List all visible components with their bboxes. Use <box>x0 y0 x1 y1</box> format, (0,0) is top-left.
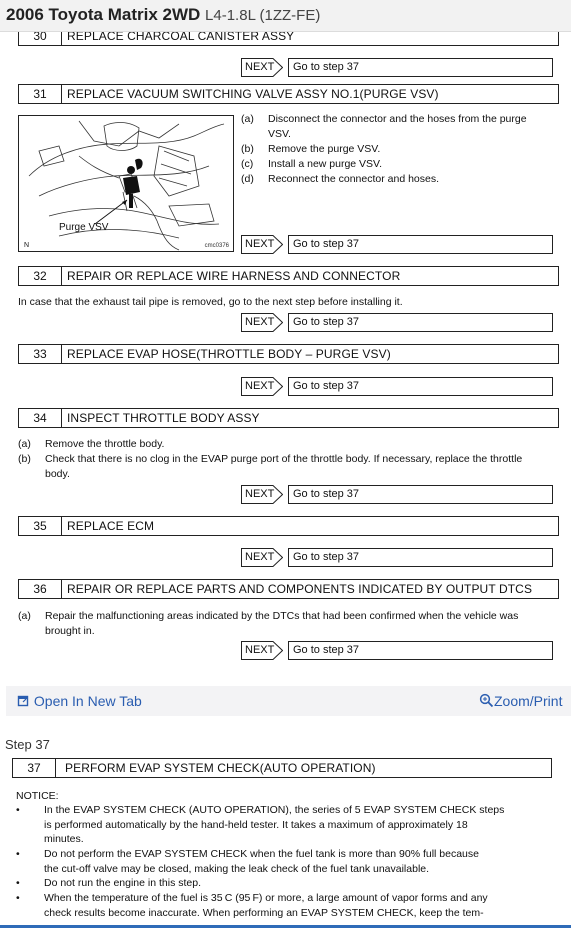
goto-step-link[interactable]: Go to step 37 <box>288 548 553 567</box>
step-title: REPLACE ECM <box>67 519 155 533</box>
step-number: 36 <box>19 580 62 598</box>
step-number: 37 <box>13 759 56 777</box>
document-action-bar <box>6 686 571 716</box>
goto-step-link[interactable]: Go to step 37 <box>288 377 553 396</box>
title-bar <box>0 0 571 32</box>
step-title: REPLACE VACUUM SWITCHING VALVE ASSY NO.1(PURGE VSV) <box>67 87 439 101</box>
step-note: In case that the exhaust tail pipe is removed, go to the next step before installing it. <box>18 296 403 308</box>
step-number: 34 <box>19 409 62 427</box>
step-37-header <box>12 758 552 778</box>
step-31-header <box>18 84 559 104</box>
goto-step-link[interactable]: Go to step 37 <box>288 58 553 77</box>
step-33-header <box>18 344 559 364</box>
step-32-header <box>18 266 559 286</box>
step-title: REPLACE EVAP HOSE(THROTTLE BODY – PURGE VSV) <box>67 347 391 361</box>
step-number: 30 <box>19 32 62 45</box>
figure-callout: Purge VSV <box>59 222 109 233</box>
open-in-new-tab-link[interactable] <box>17 693 142 710</box>
goto-step-link[interactable]: Go to step 37 <box>288 485 553 504</box>
goto-step-link[interactable]: Go to step 37 <box>288 313 553 332</box>
engine-diagram-icon <box>19 116 233 251</box>
step-37-document[interactable]: 37 PERFORM EVAP SYSTEM CHECK(AUTO OPERATION) NOTICE: • In the EVAP SYSTEM CHECK (AUTO OPERATION), the series of 5 EVAP SYSTEM CHECK steps is performed automatically by the hand-held tester. It takes a maximum of approximately 18 minutes. • Do not perform the EVAP SYSTEM CHECK when the fuel tank is more than 90% full because the cut-off valve may be closed, making the leak check of the fuel tank unavailable. • Do not run the engine in this step. • When the temperature of the fuel is 35 C (95 F) or more, a large amount of vapor forms and any check results become inaccurate. When performing an EVAP SYSTEM CHECK, keep the tem- <box>6 752 571 928</box>
notice-heading: NOTICE: <box>16 790 59 802</box>
goto-step-link[interactable]: Go to step 37 <box>288 235 553 254</box>
next-arrow-icon: NEXT <box>241 377 283 396</box>
vehicle-title <box>6 5 320 25</box>
next-arrow-icon: NEXT <box>241 485 283 504</box>
step-34-header <box>18 408 559 428</box>
figure-corner-mark: N <box>24 242 30 249</box>
goto-step-link[interactable]: Go to step 37 <box>288 641 553 660</box>
step-35-header <box>18 516 559 536</box>
open-new-tab-icon <box>17 694 30 710</box>
zoom-print-link[interactable] <box>479 693 562 711</box>
open-in-new-tab-label: Open In New Tab <box>33 693 142 709</box>
step-number: 33 <box>19 345 62 363</box>
step-30-header <box>18 32 559 46</box>
step-title: REPAIR OR REPLACE PARTS AND COMPONENTS INDICATED BY OUTPUT DTCS <box>67 582 533 596</box>
next-arrow-icon: NEXT <box>241 548 283 567</box>
step-title: PERFORM EVAP SYSTEM CHECK(AUTO OPERATION) <box>65 761 376 775</box>
zoom-print-label: Zoom/Print <box>494 693 563 709</box>
vehicle-name: 2006 Toyota Matrix 2WD <box>6 5 201 24</box>
step-number: 35 <box>19 517 62 535</box>
step-number: 32 <box>19 267 62 285</box>
figure-code: cmc0376 <box>204 243 229 249</box>
procedure-document[interactable]: 30 REPLACE CHARCOAL CANISTER ASSY NEXT Go to step 37 31 REPLACE VACUUM SWITCHING VALVE ASSY NO.1(PURGE VSV) Purge VSV N cmc0376 (a) Disconnect the connector and the hoses from the purge VSV. (b) Remove the purge VSV. (c) Install a new purge VSV. (d) Reconnect the connector and hoses. NEXT Go to step 37 32 REPAIR OR REPLACE WIRE HARNESS AND CONNECTOR In case that the exhaust tail pipe is removed, go to the next step before installing it. NEXT Go to step 37 33 REPLACE EVAP HOSE(THROTTLE BODY – PURGE VSV) NEXT Go to step 37 34 INSPECT THROTTLE BODY ASSY (a) Remove the throttle body. (b) Check that there is no clog in the EVAP purge port of the throttle body. If necessary, replace the throttle body. NEXT Go to step 37 35 REPLACE ECM NEXT Go to step 37 36 REPAIR OR REPLACE PARTS AND COMPONENTS INDICATED BY OUTPUT DTCS (a) Repair the malfunctioning areas indicated by the DTCs that had been confirmed when the vehicle was brought in. NEXT Go to step 37 <box>6 32 571 686</box>
step-title: REPLACE CHARCOAL CANISTER ASSY <box>67 32 295 43</box>
next-arrow-icon: NEXT <box>241 313 283 332</box>
next-arrow-icon: NEXT <box>241 235 283 254</box>
next-arrow-icon: NEXT <box>241 641 283 660</box>
step-title: REPAIR OR REPLACE WIRE HARNESS AND CONNECTOR <box>67 269 401 283</box>
next-arrow-icon: NEXT <box>241 58 283 77</box>
zoom-search-icon <box>479 693 494 711</box>
step-title: INSPECT THROTTLE BODY ASSY <box>67 411 260 425</box>
step-number: 31 <box>19 85 62 103</box>
engine-spec: L4-1.8L (1ZZ-FE) <box>205 7 321 24</box>
step-label: Step 37 <box>5 737 50 752</box>
step-36-header <box>18 579 559 599</box>
purge-vsv-illustration <box>18 115 234 252</box>
